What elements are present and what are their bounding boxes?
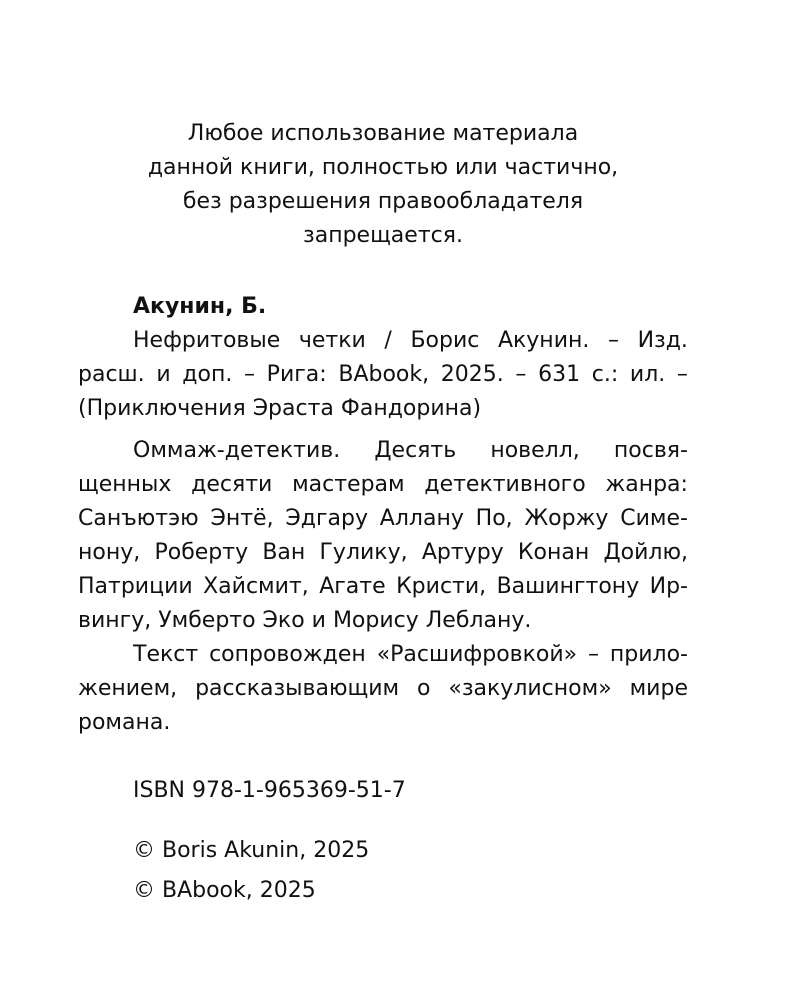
word: жением, [78, 676, 178, 701]
summary-line: вингу, Умберто Эко и Морису Леблану. [78, 608, 532, 633]
word: прило- [609, 642, 688, 667]
word: и [156, 362, 171, 387]
word: десяти [191, 472, 273, 497]
notice-line: запрещается. [303, 223, 463, 248]
word: Патриции [78, 574, 193, 599]
word: Санъютэю [78, 506, 199, 531]
word: расш. [78, 362, 145, 387]
word: – [588, 642, 600, 667]
notice-line: данной книги, полностью или частично, [147, 155, 619, 180]
note-line: романа. [78, 710, 171, 735]
copyright-publisher: © BAbook, 2025 [133, 878, 316, 903]
word: / [384, 328, 392, 353]
description-line [78, 358, 688, 392]
word: Борис [410, 328, 480, 353]
word: Дойлю, [603, 540, 688, 565]
word: «Расшифровкой» [376, 642, 578, 667]
word: доп. [182, 362, 233, 387]
word: Гулику, [319, 540, 408, 565]
word: – [607, 328, 619, 353]
summary-line [78, 434, 688, 468]
word: Артуру [421, 540, 504, 565]
word: – [244, 362, 256, 387]
word: Хайсмит, [203, 574, 309, 599]
bibliographic-record [78, 290, 688, 740]
word: четки [298, 328, 366, 353]
summary-line [78, 502, 688, 536]
word: Конан [517, 540, 590, 565]
word: посвя- [613, 438, 688, 463]
word: Рига: [266, 362, 327, 387]
word: Эдгару [285, 506, 368, 531]
copyright-notice [78, 117, 688, 253]
word: Ван [262, 540, 306, 565]
word: – [515, 362, 527, 387]
word: Изд. [637, 328, 688, 353]
word: Ир- [649, 574, 688, 599]
summary-line [78, 536, 688, 570]
word: ил. [629, 362, 666, 387]
word: Агате [319, 574, 386, 599]
notice-line: без разрешения правообладателя [182, 189, 584, 214]
author-heading: Акунин, Б. [133, 294, 267, 319]
word: детективного [424, 472, 586, 497]
series-line: (Приключения Эраста Фандорина) [78, 396, 482, 421]
word: 631 [538, 362, 581, 387]
word: нону, [78, 540, 141, 565]
notice-line: Любое использование материала [187, 121, 579, 146]
summary-line [78, 570, 688, 604]
word: с.: [591, 362, 619, 387]
word: рассказывающим [195, 676, 400, 701]
summary-line [78, 468, 688, 502]
word: 2025. [440, 362, 504, 387]
word: сопровожден [209, 642, 366, 667]
word: мире [629, 676, 688, 701]
word: Роберту [154, 540, 249, 565]
word: BAbook, [338, 362, 430, 387]
word: мастерам [292, 472, 405, 497]
word: «закулисном» [448, 676, 612, 701]
isbn: ISBN 978-1-965369-51-7 [133, 778, 406, 803]
word: Оммаж-детектив. [133, 438, 341, 463]
word: Акунин. [497, 328, 590, 353]
word: – [676, 362, 688, 387]
word: новелл, [490, 438, 580, 463]
word: Нефритовые [133, 328, 281, 353]
copyright-author: © Boris Akunin, 2025 [133, 838, 370, 863]
description-line [78, 324, 688, 358]
word: Аллану [379, 506, 464, 531]
word: Текст [133, 642, 199, 667]
note-line [78, 672, 688, 706]
word: Десять [374, 438, 457, 463]
note-line [78, 638, 688, 672]
word: Жоржу [524, 506, 609, 531]
word: щенных [78, 472, 172, 497]
word: жанра: [605, 472, 688, 497]
word: Симе- [620, 506, 688, 531]
word: По, [475, 506, 513, 531]
word: Энтё, [210, 506, 274, 531]
word: Вашингтону [496, 574, 640, 599]
word: о [417, 676, 431, 701]
word: Кристи, [396, 574, 487, 599]
